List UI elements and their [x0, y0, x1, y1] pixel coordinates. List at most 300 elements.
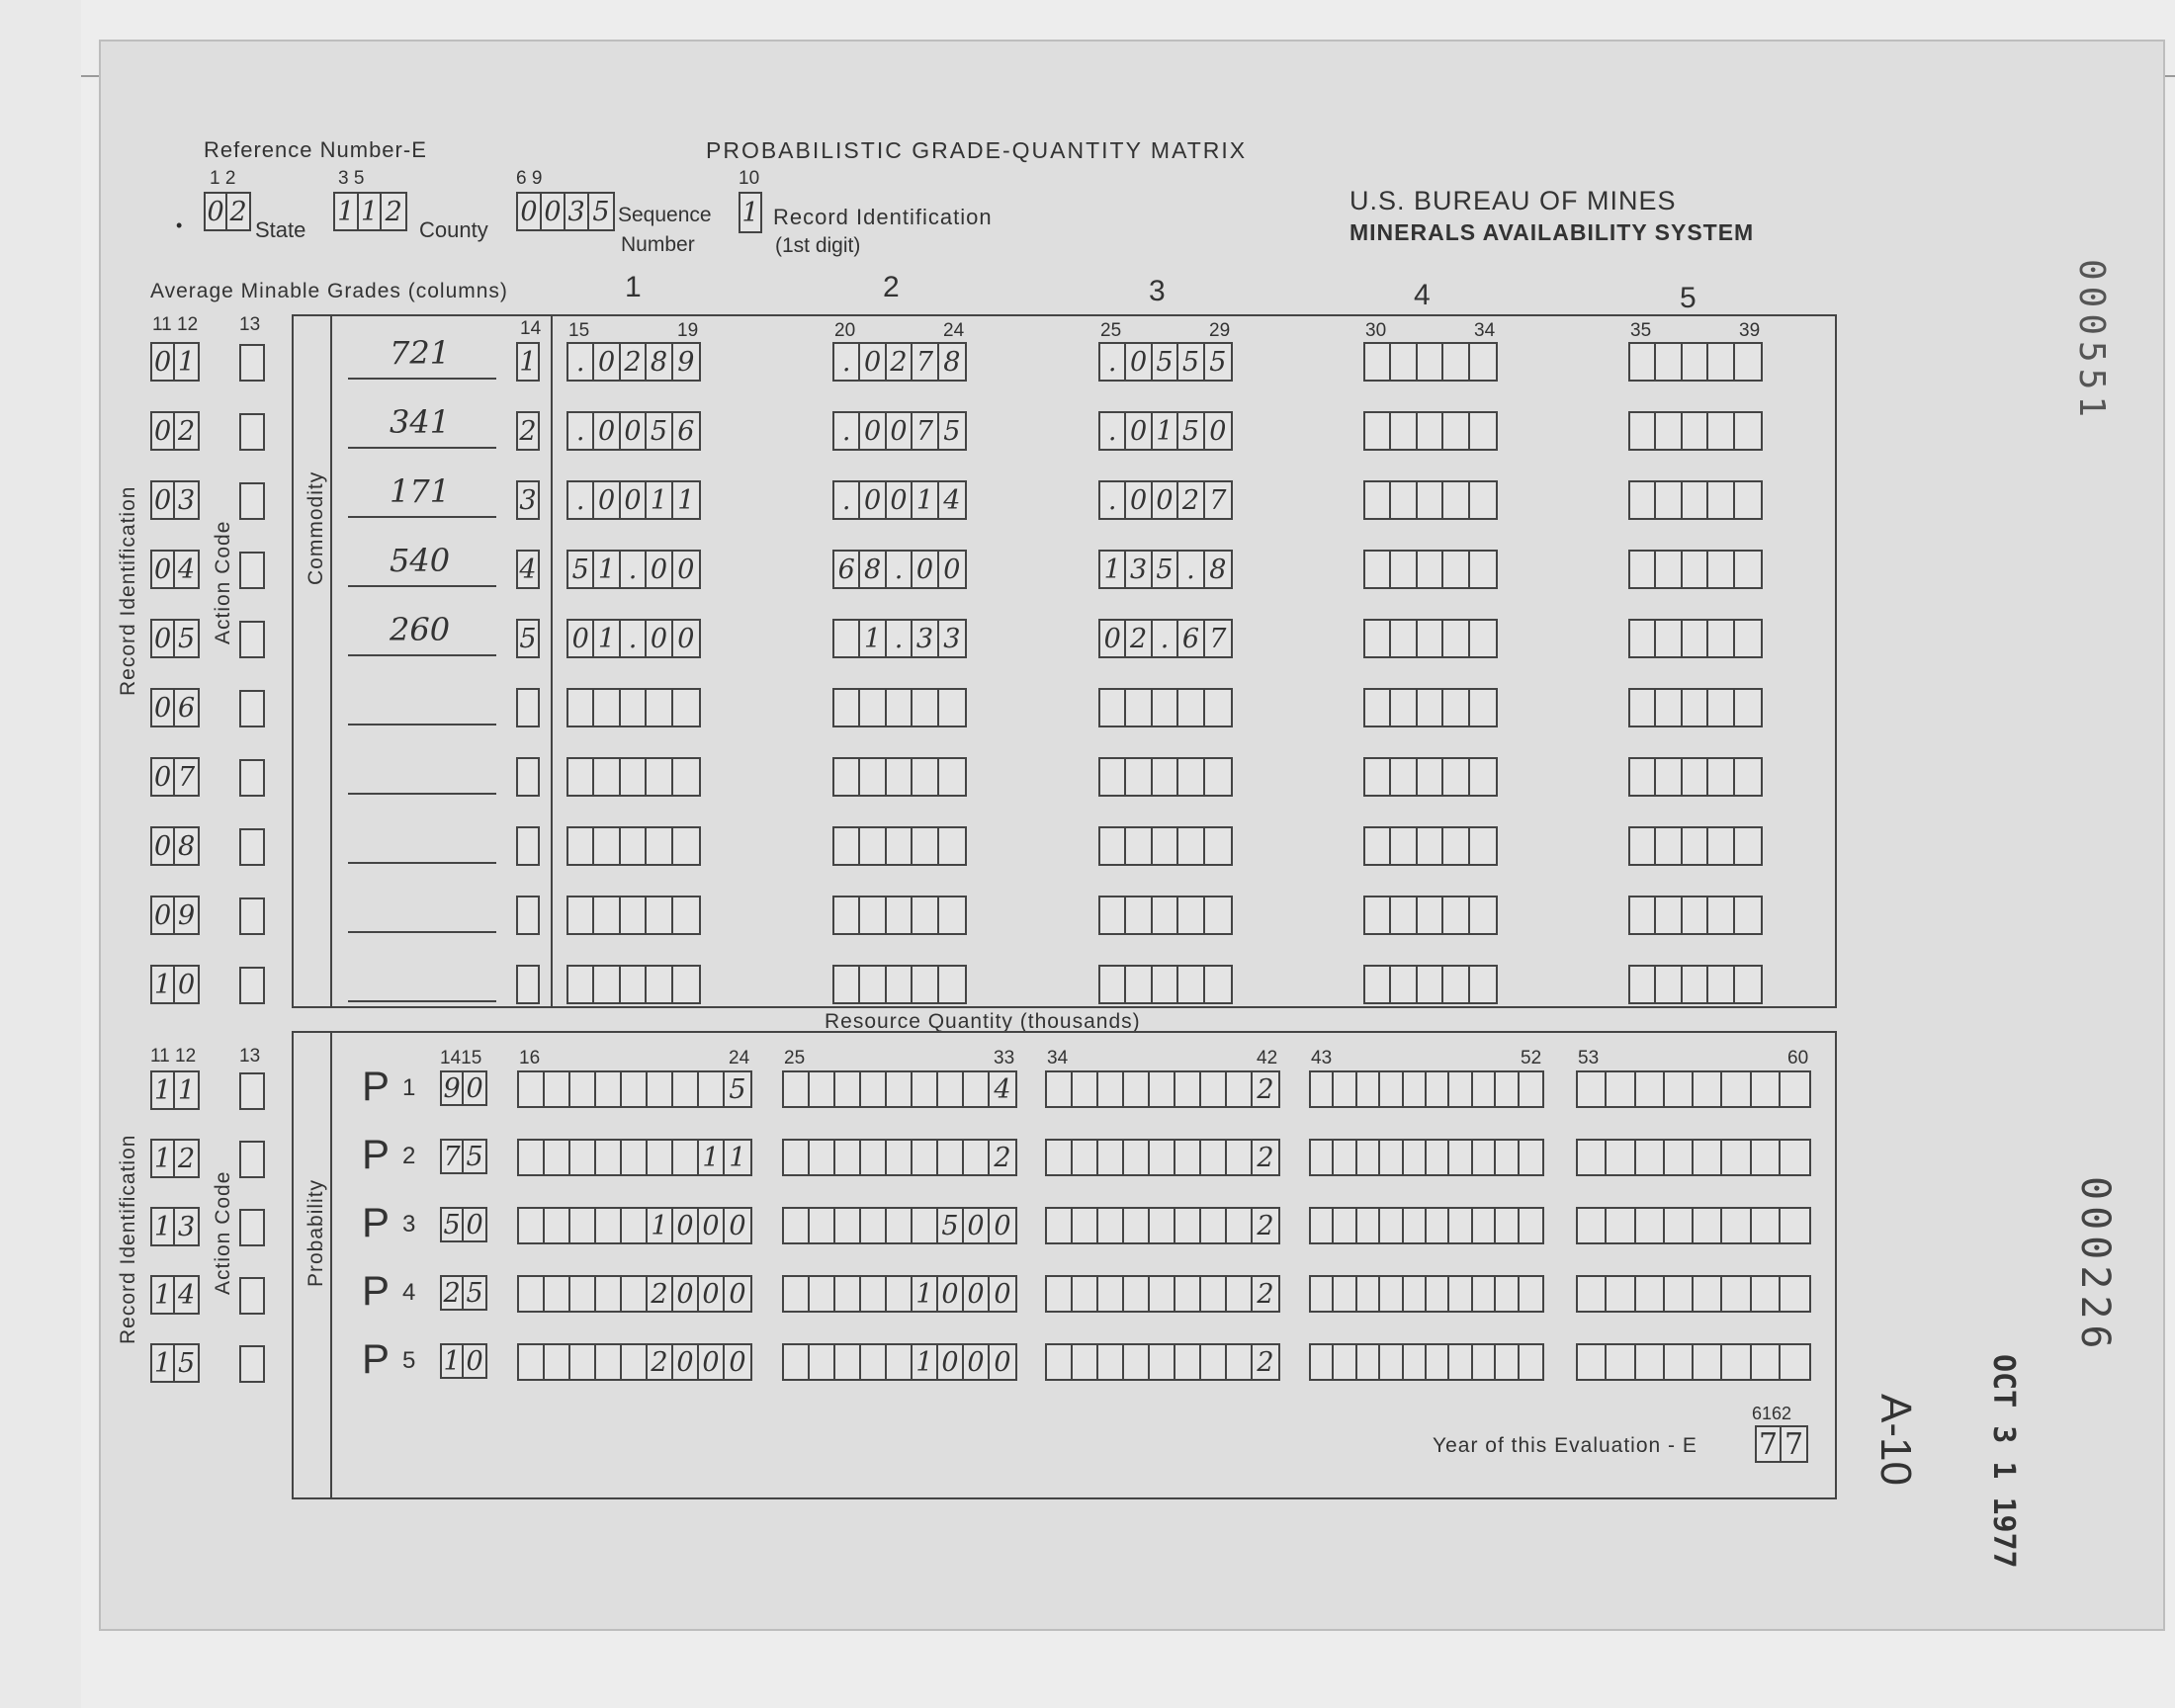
grade-column-heading: 5	[1680, 282, 1696, 314]
quantity-field-cell	[1665, 1072, 1694, 1106]
quantity-field	[1576, 1343, 1811, 1381]
grade-field-cell	[1735, 967, 1761, 1002]
quantity-field-cell: 2	[1257, 1210, 1274, 1241]
commodity-value: 260	[390, 611, 451, 648]
quantity-col-number: 25	[784, 1048, 806, 1068]
quantity-field-cell	[1098, 1209, 1124, 1242]
quantity-field-cell: 0	[673, 1277, 699, 1311]
action-code-box	[239, 344, 265, 382]
grade-field	[1098, 550, 1233, 589]
quantity-field-cell	[1227, 1072, 1253, 1106]
quantity-field-cell	[570, 1141, 596, 1174]
record-id-field	[150, 1139, 200, 1178]
quantity-field-cell	[1473, 1072, 1496, 1106]
margin-stamp-number: 000226	[2072, 1176, 2118, 1355]
quantity-field-cell	[570, 1277, 596, 1311]
record-id-field-cell: 5	[177, 1347, 196, 1379]
quantity-field-cell	[938, 1141, 964, 1174]
grade-field-cell	[860, 967, 886, 1002]
grade-field-cell	[1470, 828, 1496, 864]
grade-field	[1628, 896, 1763, 935]
action-code-box	[239, 482, 265, 520]
grade-field-cell	[1656, 690, 1682, 726]
quantity-field-cell: 0	[699, 1345, 725, 1379]
quantity-field-cell	[1047, 1072, 1073, 1106]
grade-field-cell	[1100, 690, 1126, 726]
commodity-index-field	[516, 411, 540, 451]
quantity-field-cell	[1404, 1209, 1427, 1242]
grade-field-cell	[1391, 690, 1417, 726]
grade-field-cell: 2	[1126, 621, 1152, 656]
grade-field	[1098, 411, 1233, 451]
quantity-field-cell	[1449, 1141, 1472, 1174]
quantity-field-cell	[938, 1072, 964, 1106]
grade-field-cell: 1	[677, 484, 695, 516]
record-id-field-cell: 4	[177, 554, 196, 585]
quantity-col-number: 34	[1047, 1048, 1069, 1068]
grade-field-cell: .	[834, 413, 860, 449]
record-id-field-cell: 0	[152, 344, 175, 380]
quantity-field-cell	[1496, 1209, 1519, 1242]
quantity-field-cell	[835, 1141, 861, 1174]
quantity-field-cell	[1636, 1072, 1665, 1106]
quantity-field-cell	[1227, 1141, 1253, 1174]
commodity-line	[348, 931, 496, 933]
commodity-index-field	[516, 965, 540, 1004]
quantity-field-cell	[1227, 1209, 1253, 1242]
grade-field-cell	[1178, 759, 1204, 795]
grade-field-cell: 0	[860, 482, 886, 518]
commodity-index-field	[516, 480, 540, 520]
quantity-col-number: 42	[1257, 1048, 1278, 1068]
grade-field	[1363, 965, 1498, 1004]
quantity-field-cell	[1520, 1345, 1542, 1379]
grade-field-cell	[913, 759, 938, 795]
quantity-field-cell	[1150, 1277, 1175, 1311]
commodity-line	[348, 862, 496, 864]
quantity-field-cell	[1781, 1141, 1809, 1174]
quantity-field-cell	[1073, 1141, 1098, 1174]
record-id-first-digit: 1	[741, 197, 759, 228]
quantity-field-cell	[1311, 1277, 1334, 1311]
grade-field-cell	[1391, 552, 1417, 587]
grade-field-cell: 0	[887, 413, 913, 449]
probability-vertical-label: Probability	[304, 1178, 327, 1287]
quantity-field-cell	[1380, 1141, 1403, 1174]
commodity-line	[348, 1000, 496, 1002]
quantity-field-cell	[1311, 1345, 1334, 1379]
record-id-field	[150, 550, 200, 589]
quantity-field-cell	[1047, 1209, 1073, 1242]
quantity-field-cell	[784, 1072, 810, 1106]
quantity-field-cell	[1404, 1072, 1427, 1106]
record-id-field-cell: 1	[152, 1277, 175, 1313]
quantity-field-cell	[596, 1209, 622, 1242]
grade-field-cell: 9	[677, 346, 695, 378]
grade-field-cell	[1708, 344, 1734, 380]
grade-field-cell: 0	[887, 482, 913, 518]
grade-field-cell	[621, 897, 647, 933]
grade-field-cell	[1443, 552, 1469, 587]
quantity-field-cell	[622, 1277, 648, 1311]
grade-field	[832, 757, 967, 797]
probability-field	[440, 1139, 487, 1174]
grade-field-cell	[1470, 552, 1496, 587]
grade-field	[566, 480, 701, 520]
action-code-box	[239, 690, 265, 727]
grade-field-cell	[1418, 759, 1443, 795]
commodity-index: 4	[519, 554, 537, 585]
quantity-field-cell	[545, 1072, 570, 1106]
record-id-field	[150, 619, 200, 658]
quantity-field-cell	[1473, 1345, 1496, 1379]
system-name: MINERALS AVAILABILITY SYSTEM	[1349, 219, 1755, 245]
commodity-index: 1	[519, 346, 537, 378]
quantity-field	[517, 1207, 752, 1244]
quantity-field-cell	[622, 1141, 648, 1174]
quantity-field-cell	[1150, 1345, 1175, 1379]
quantity-field-cell	[1404, 1141, 1427, 1174]
probability-field	[440, 1207, 487, 1242]
grade-field-cell	[1365, 344, 1391, 380]
probability-row-label: P	[362, 1131, 391, 1177]
quantity-field-cell: 0	[699, 1277, 725, 1311]
quantity-field-cell	[1427, 1277, 1449, 1311]
grade-field-cell	[939, 759, 965, 795]
quantity-field-cell	[1694, 1141, 1722, 1174]
grade-field-cell	[1126, 828, 1152, 864]
grade-field-cell	[1656, 482, 1682, 518]
quantity-field-cell	[1311, 1072, 1334, 1106]
action-col-number: 13	[239, 1046, 261, 1067]
quantity-field-cell	[835, 1277, 861, 1311]
sequence-digit: 3	[566, 194, 589, 229]
grade-field-cell	[1630, 690, 1656, 726]
quantity-field-cell	[810, 1209, 835, 1242]
quantity-field-cell	[1752, 1072, 1781, 1106]
quantity-field-cell	[1073, 1209, 1098, 1242]
grade-field-cell	[1683, 552, 1708, 587]
quantity-field-cell	[1357, 1345, 1380, 1379]
quantity-field-cell	[1636, 1141, 1665, 1174]
grade-field-cell	[621, 759, 647, 795]
grade-field-cell	[1656, 897, 1682, 933]
quantity-field-cell	[1722, 1141, 1751, 1174]
record-id-field	[150, 411, 200, 451]
grade-field-cell	[1708, 552, 1734, 587]
grade-field	[1363, 688, 1498, 727]
grade-field-cell	[1365, 482, 1391, 518]
grade-field-cell	[1735, 482, 1761, 518]
grade-field	[832, 826, 967, 866]
record-id-field-cell: 8	[177, 830, 196, 862]
grade-field-cell	[1708, 621, 1734, 656]
grade-col-number: 25	[1100, 320, 1122, 341]
record-id-col-numbers: 11 12	[150, 1046, 197, 1067]
quantity-field-cell	[1098, 1072, 1124, 1106]
grade-field-cell	[1443, 897, 1469, 933]
quantity-field-cell: 0	[964, 1209, 990, 1242]
probability-field-cell: 5	[466, 1141, 483, 1172]
quantity-field-cell	[1227, 1277, 1253, 1311]
quantity-field-cell	[622, 1345, 648, 1379]
grade-col-number: 20	[834, 320, 856, 341]
grade-field-cell: 0	[1126, 344, 1152, 380]
grade-field-cell: 7	[913, 344, 938, 380]
quantity-field-cell	[1380, 1277, 1403, 1311]
record-id-field	[150, 757, 200, 797]
quantity-field-cell	[861, 1072, 887, 1106]
grade-field-cell: 0	[677, 623, 695, 654]
grade-field-cell	[673, 759, 699, 795]
record-id-field	[150, 1207, 200, 1246]
quantity-field-cell	[1752, 1141, 1781, 1174]
commodity-index: 2	[519, 415, 537, 447]
quantity-field-cell	[1201, 1277, 1227, 1311]
quantity-field-cell	[1404, 1277, 1427, 1311]
grade-field-cell	[1656, 413, 1682, 449]
year-col-numbers: 6162	[1752, 1404, 1792, 1423]
grade-field-cell	[594, 690, 620, 726]
quantity-field-cell	[1520, 1277, 1542, 1311]
quantity-field-cell	[1334, 1277, 1356, 1311]
probability-field-cell: 1	[442, 1345, 464, 1377]
quantity-field	[782, 1275, 1017, 1313]
grade-field-cell	[1735, 759, 1761, 795]
quantity-field-cell	[913, 1141, 938, 1174]
record-id-field	[150, 1343, 200, 1383]
quantity-field-cell	[1473, 1277, 1496, 1311]
probability-row-label: P	[362, 1267, 391, 1314]
quantity-field	[1576, 1070, 1811, 1108]
grade-field-cell	[834, 897, 860, 933]
commodity-index	[518, 828, 538, 864]
quantity-field-cell	[1201, 1141, 1227, 1174]
grade-field-cell	[1735, 552, 1761, 587]
date-stamp: OCT 3 1 1977	[1986, 1354, 2021, 1569]
grade-field-cell	[1365, 552, 1391, 587]
quantity-field-cell: 0	[729, 1346, 746, 1378]
quantity-field-cell: 0	[729, 1210, 746, 1241]
grade-field-cell: 7	[1209, 623, 1227, 654]
record-id-field-cell: 2	[177, 1143, 196, 1174]
quantity-field-cell: 5	[938, 1209, 964, 1242]
record-id-field	[150, 688, 200, 727]
grade-field-cell: .	[1100, 482, 1126, 518]
grade-field-cell	[1443, 690, 1469, 726]
quantity-field-cell: 1	[699, 1141, 725, 1174]
grade-field-cell	[887, 897, 913, 933]
quantity-col-number: 43	[1311, 1048, 1333, 1068]
record-identification-label: Record Identification	[773, 205, 993, 229]
grade-column-heading: 3	[1149, 275, 1166, 307]
quantity-field-cell	[1694, 1277, 1722, 1311]
grade-field	[1098, 688, 1233, 727]
grade-field-cell: .	[887, 621, 913, 656]
bullet-mark: •	[176, 215, 183, 235]
county-col-numbers: 3 5	[338, 168, 365, 189]
quantity-field-cell	[1781, 1209, 1809, 1242]
grade-field-cell: 0	[1100, 621, 1126, 656]
record-id-field-cell: 0	[152, 413, 175, 449]
grade-col-number: 39	[1739, 320, 1761, 341]
quantity-field-cell: 0	[729, 1278, 746, 1310]
quantity-field-cell	[861, 1141, 887, 1174]
quantity-field	[1309, 1070, 1544, 1108]
grade-field-cell: 5	[1153, 344, 1178, 380]
grade-field-cell: .	[1100, 344, 1126, 380]
quantity-field-cell	[1752, 1277, 1781, 1311]
quantity-field-cell	[1073, 1345, 1098, 1379]
quantity-field-cell: 2	[1257, 1278, 1274, 1310]
quantity-field-cell: 0	[994, 1278, 1011, 1310]
quantity-field-cell: 1	[729, 1142, 746, 1173]
number-label: Number	[621, 233, 695, 256]
grade-field-cell	[1735, 828, 1761, 864]
grade-field-cell	[594, 967, 620, 1002]
record-id-field-cell: 1	[152, 1345, 175, 1381]
grade-field-cell: 0	[594, 482, 620, 518]
quantity-field-cell	[545, 1209, 570, 1242]
commodity-line	[348, 516, 496, 518]
quantity-field-cell	[835, 1072, 861, 1106]
quantity-field-cell	[596, 1345, 622, 1379]
grade-field-cell	[647, 759, 672, 795]
grade-field-cell	[834, 621, 860, 656]
quantity-field	[1045, 1275, 1280, 1313]
grade-field-cell: 8	[647, 344, 672, 380]
grade-field-cell: 5	[647, 413, 672, 449]
grade-field	[1098, 619, 1233, 658]
record-id-field-cell: 1	[152, 1141, 175, 1176]
grade-field-cell	[887, 759, 913, 795]
grade-field-cell	[1735, 413, 1761, 449]
quantity-field-cell: 1	[913, 1345, 938, 1379]
quantity-field-cell	[648, 1141, 673, 1174]
quantity-field-cell	[964, 1072, 990, 1106]
quantity-field-cell: 0	[938, 1277, 964, 1311]
grade-col-number: 29	[1209, 320, 1231, 341]
grade-field-cell: 1	[594, 621, 620, 656]
grade-field-cell	[1443, 967, 1469, 1002]
grade-field-cell: 4	[943, 484, 961, 516]
grade-col-number: 35	[1630, 320, 1652, 341]
grade-field-cell	[673, 828, 699, 864]
quantity-field-cell	[1098, 1345, 1124, 1379]
grade-field-cell: 1	[913, 482, 938, 518]
grade-field-cell	[568, 967, 594, 1002]
quantity-field-cell	[1665, 1141, 1694, 1174]
quantity-field-cell	[913, 1072, 938, 1106]
quantity-field-cell	[1047, 1345, 1073, 1379]
quantity-field-cell: 2	[1257, 1142, 1274, 1173]
grade-field-cell	[939, 690, 965, 726]
grade-field-cell	[621, 690, 647, 726]
commodity-index-field	[516, 550, 540, 589]
probability-field-cell: 0	[466, 1209, 483, 1240]
quantity-field-cell	[1047, 1141, 1073, 1174]
record-id-field	[150, 896, 200, 935]
grade-field-cell	[1365, 967, 1391, 1002]
grade-field-cell	[594, 897, 620, 933]
grade-field-cell: 3	[1126, 552, 1152, 587]
quantity-field-cell	[1496, 1277, 1519, 1311]
record-id-field-cell: 0	[152, 621, 175, 656]
quantity-field	[517, 1343, 752, 1381]
grade-field	[1098, 965, 1233, 1004]
grade-field-cell	[1470, 344, 1496, 380]
grade-field-cell	[913, 828, 938, 864]
probability-row-label: P	[362, 1335, 391, 1382]
grade-field-cell	[887, 690, 913, 726]
commodity-col-number: 14	[520, 318, 542, 339]
grade-field-cell	[1470, 967, 1496, 1002]
quantity-field-cell	[1449, 1072, 1472, 1106]
grade-field-cell	[1126, 897, 1152, 933]
grade-field-cell	[887, 967, 913, 1002]
quantity-field-cell	[1781, 1072, 1809, 1106]
quantity-field-cell	[1380, 1072, 1403, 1106]
quantity-field-cell	[1496, 1141, 1519, 1174]
grade-field-cell	[1153, 759, 1178, 795]
grades-frame-divider	[330, 314, 332, 1008]
probability-field	[440, 1275, 487, 1311]
commodity-line	[348, 447, 496, 449]
record-id-field	[150, 1070, 200, 1110]
quantity-field	[1045, 1139, 1280, 1176]
quantity-col-number: 16	[519, 1048, 541, 1068]
quantity-field-cell: 0	[964, 1277, 990, 1311]
grade-field-cell	[1391, 897, 1417, 933]
sequence-label: Sequence	[618, 204, 712, 226]
quantity-field-cell	[1175, 1277, 1201, 1311]
grade-field-cell: 0	[860, 344, 886, 380]
reference-number-label: Reference Number-E	[204, 137, 427, 162]
grade-field-cell	[1683, 690, 1708, 726]
commodity-line	[348, 724, 496, 726]
grade-field-cell: 0	[1126, 413, 1152, 449]
quantity-field	[1045, 1207, 1280, 1244]
grade-field-cell	[1656, 621, 1682, 656]
grade-field-cell	[1630, 759, 1656, 795]
quantity-field-cell	[1427, 1209, 1449, 1242]
record-id-field-cell: 1	[152, 1209, 175, 1244]
grade-field	[1363, 411, 1498, 451]
grade-field-cell	[834, 690, 860, 726]
probability-field-cell: 0	[466, 1072, 483, 1104]
quantity-field-cell	[1781, 1345, 1809, 1379]
grade-field-cell	[1178, 690, 1204, 726]
grade-field	[1098, 342, 1233, 382]
action-code-box	[239, 1345, 265, 1383]
grade-field-cell	[1470, 759, 1496, 795]
grade-field-cell	[1708, 759, 1734, 795]
grade-field-cell: .	[887, 552, 913, 587]
grade-field	[832, 619, 967, 658]
grade-field-cell	[1708, 482, 1734, 518]
grade-column-heading: 1	[625, 271, 642, 303]
quantity-field-cell	[1201, 1072, 1227, 1106]
year-label: Year of this Evaluation - E	[1433, 1434, 1697, 1457]
record-id-field-cell: 0	[152, 897, 175, 933]
probability-row-label: P	[362, 1063, 391, 1109]
quantity-field-cell	[1722, 1209, 1751, 1242]
grade-field-cell	[673, 897, 699, 933]
grade-field-cell	[1656, 828, 1682, 864]
grade-field-cell	[1205, 759, 1231, 795]
quantity-field-cell	[835, 1345, 861, 1379]
quantity-field-cell	[1578, 1345, 1607, 1379]
